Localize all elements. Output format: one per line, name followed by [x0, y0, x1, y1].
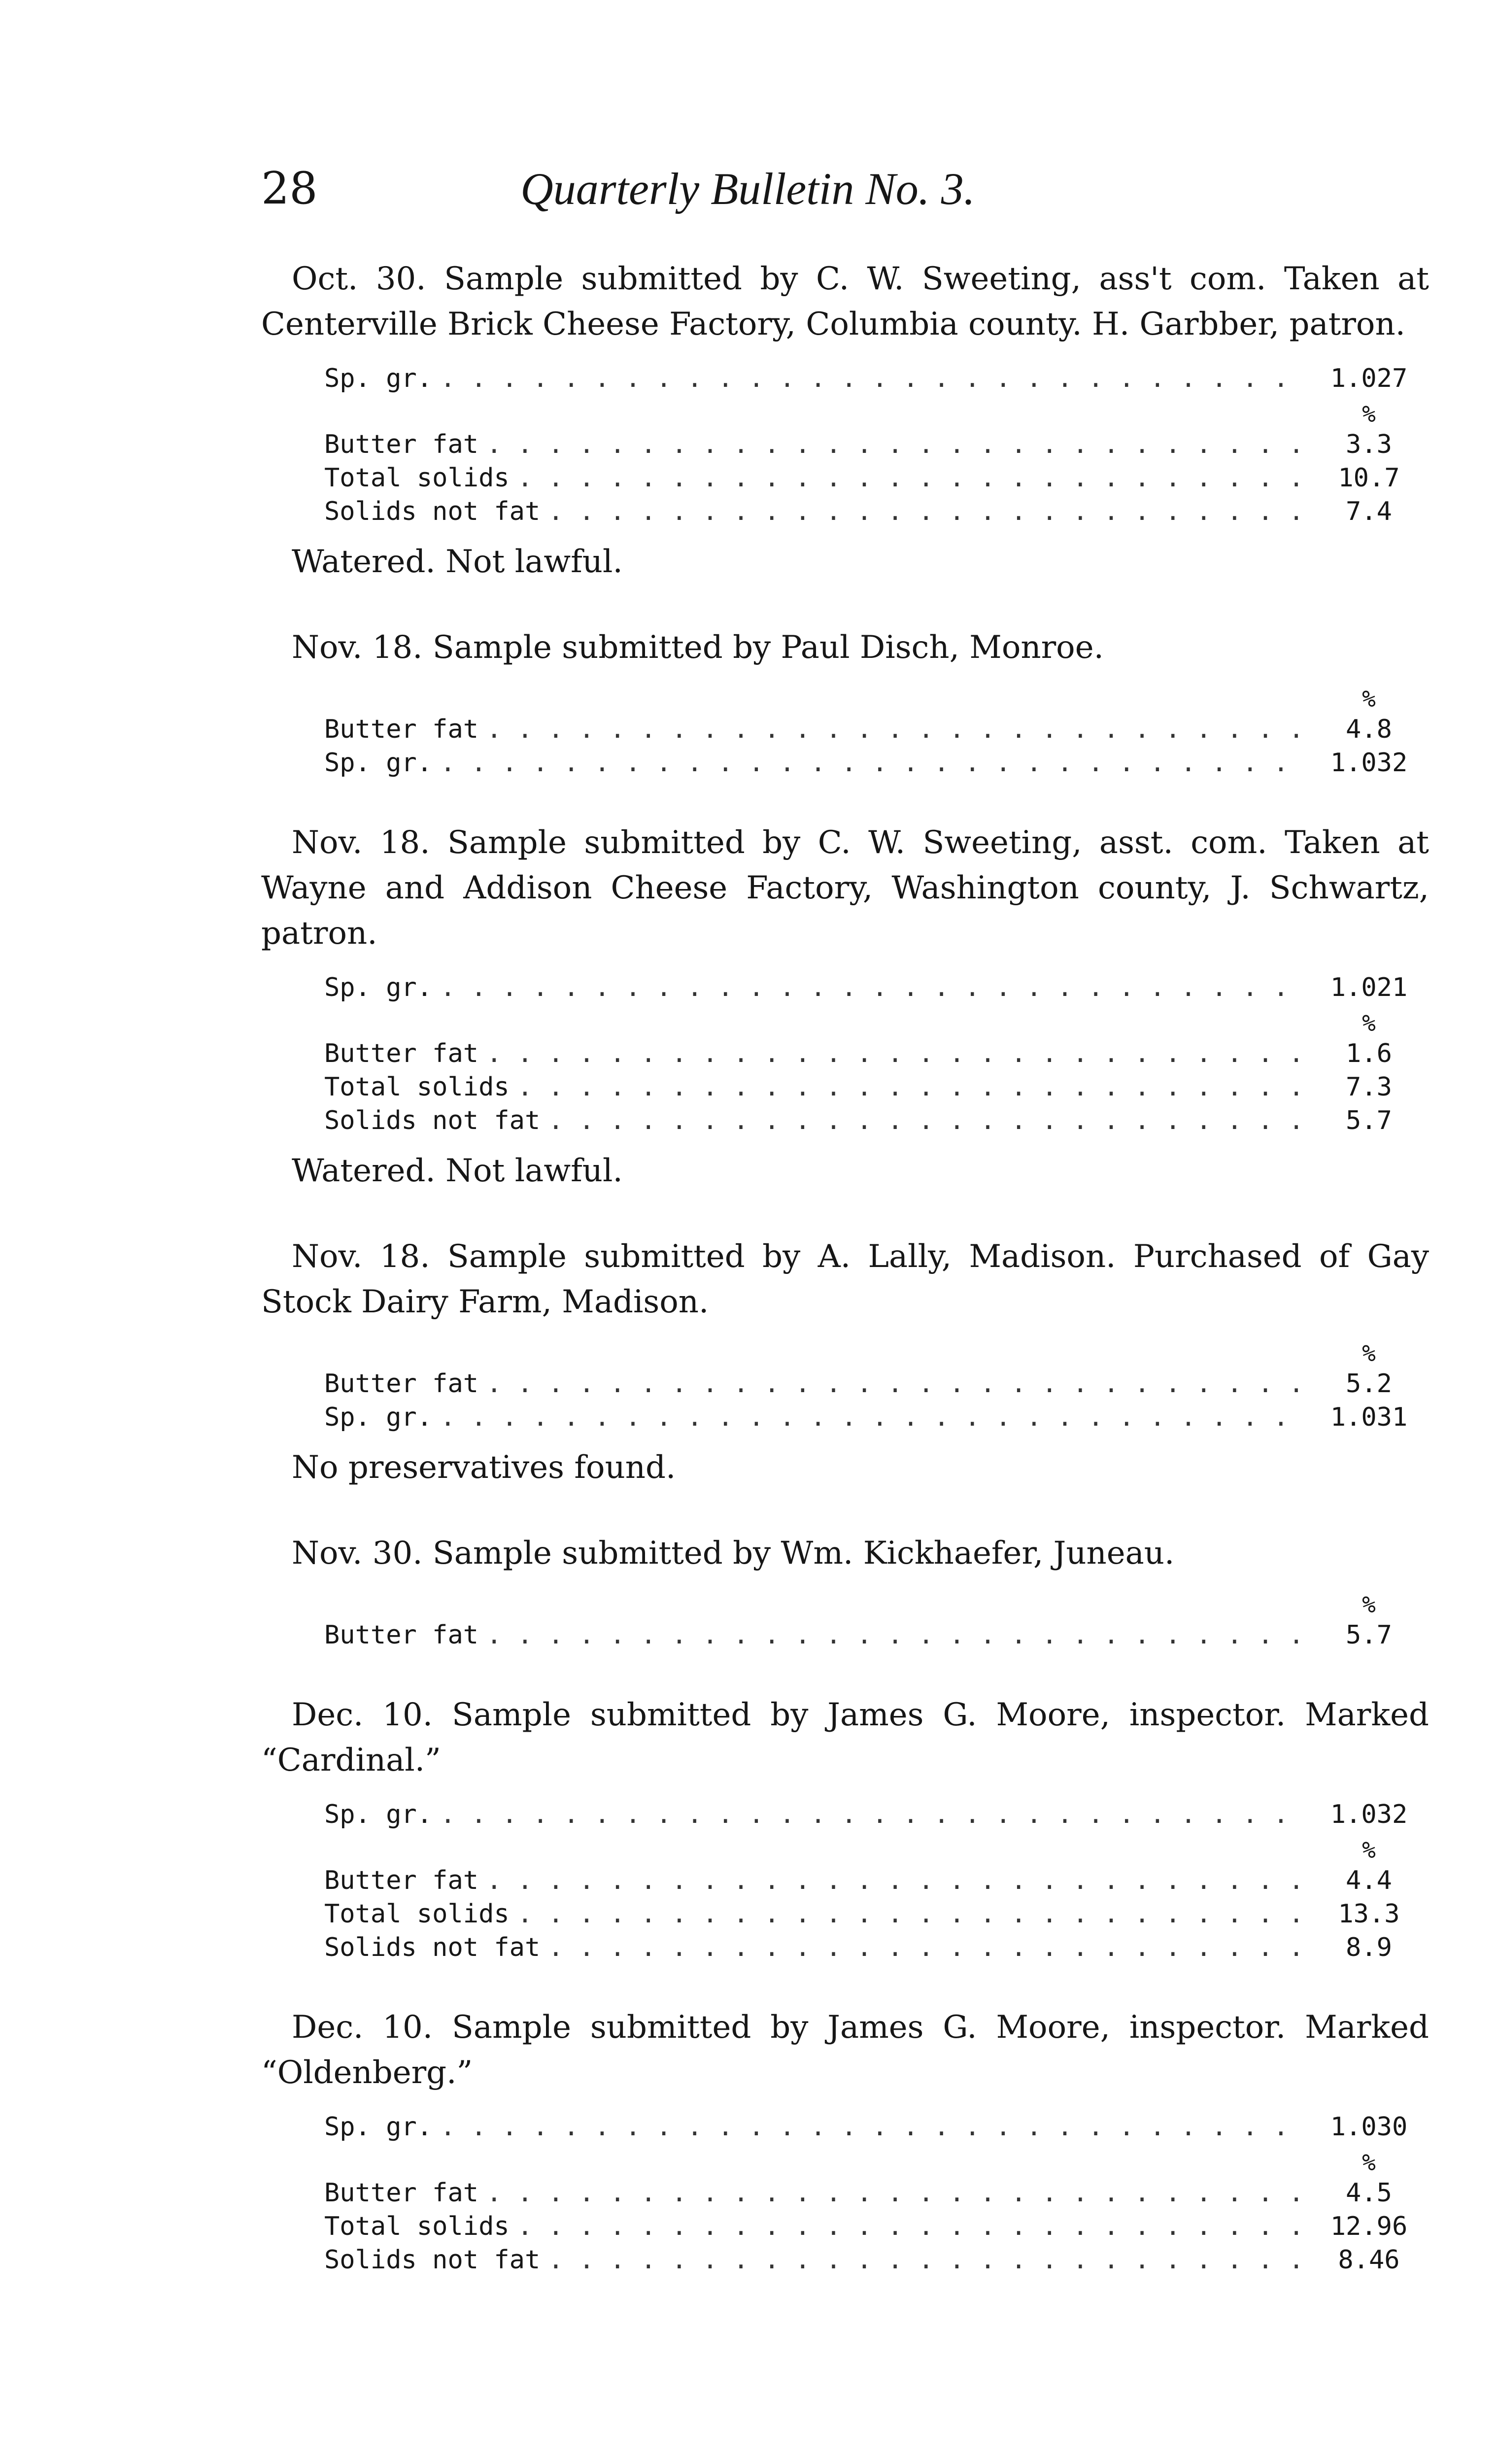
- row-value: 1.021: [1330, 973, 1408, 1002]
- row-label: Total solids: [324, 1899, 510, 1929]
- entry-note: No preservatives found.: [292, 1449, 676, 1486]
- dot-leader: [486, 1037, 1309, 1070]
- row-label: Sp. gr.: [324, 748, 433, 778]
- dot-leader: [517, 1070, 1309, 1104]
- entry-description: Nov. 18. Sample submitted by C. W. Sweeting, asst. com. Taken at Wayne and Addison Cheese Factory, Washington county, J. Schwartz, patron.: [261, 824, 1429, 952]
- table-row: [324, 1367, 1421, 1401]
- row-value: 12.96: [1330, 2212, 1408, 2241]
- sample-entry: [261, 2005, 1429, 2277]
- analysis-table: [324, 362, 1421, 528]
- table-row: [324, 1864, 1421, 1897]
- dot-leader: [486, 428, 1309, 461]
- row-value: 7.4: [1346, 497, 1392, 526]
- row-label: Butter fat: [324, 430, 479, 459]
- row-label: Butter fat: [324, 1039, 479, 1068]
- entry-description: Nov. 18. Sample submitted by Paul Disch, Monroe.: [292, 629, 1104, 666]
- entry-description: Dec. 10. Sample submitted by James G. Moore, inspector. Marked “Cardinal.”: [261, 1697, 1429, 1779]
- percent-unit: %: [1362, 1591, 1376, 1618]
- analysis-table: [324, 1339, 1421, 1434]
- row-label: Butter fat: [324, 715, 479, 744]
- row-value: 4.4: [1346, 1866, 1392, 1895]
- table-row: [324, 1897, 1421, 1931]
- row-value: 1.030: [1330, 2112, 1408, 2142]
- dot-leader: [486, 713, 1309, 746]
- row-value: 4.8: [1346, 715, 1392, 744]
- table-row: [324, 2176, 1421, 2210]
- entry-description: Dec. 10. Sample submitted by James G. Moore, inspector. Marked “Oldenberg.”: [261, 2009, 1429, 2091]
- dot-leader: [517, 1897, 1309, 1931]
- percent-unit: %: [1362, 1340, 1376, 1367]
- table-row: [324, 2210, 1421, 2243]
- dot-leader: [486, 1864, 1309, 1897]
- analysis-table: [324, 2110, 1421, 2277]
- row-label: Butter fat: [324, 1620, 479, 1650]
- row-value: 10.7: [1338, 463, 1400, 493]
- table-row: [324, 1037, 1421, 1070]
- dot-leader: [517, 2210, 1309, 2243]
- percent-unit: %: [1362, 2149, 1376, 2176]
- row-label: Total solids: [324, 463, 510, 493]
- row-value: 8.46: [1338, 2245, 1400, 2275]
- entries-list: [261, 256, 1429, 2317]
- row-label: Solids not fat: [324, 497, 541, 526]
- dot-leader: [548, 1931, 1309, 1964]
- entry-description: Nov. 30. Sample submitted by Wm. Kickhaefer, Juneau.: [292, 1535, 1175, 1572]
- dot-leader: [440, 1401, 1309, 1434]
- table-row: [324, 971, 1421, 1004]
- row-label: Butter fat: [324, 2178, 479, 2208]
- entry-note: Watered. Not lawful.: [292, 544, 623, 580]
- table-row: [324, 1931, 1421, 1964]
- table-row: [324, 2243, 1421, 2277]
- row-label: Sp. gr.: [324, 2112, 433, 2142]
- table-row: [324, 1070, 1421, 1104]
- table-row: [324, 2110, 1421, 2144]
- dot-leader: [440, 971, 1309, 1004]
- dot-leader: [486, 1618, 1309, 1652]
- sample-entry: [261, 1234, 1429, 1490]
- dot-leader: [440, 362, 1309, 395]
- percent-unit: %: [1362, 685, 1376, 712]
- dot-leader: [440, 1798, 1309, 1831]
- analysis-table: [324, 1591, 1421, 1652]
- row-label: Solids not fat: [324, 2245, 541, 2275]
- dot-leader: [440, 746, 1309, 780]
- sample-entry: [261, 256, 1429, 584]
- page-number: 28: [261, 163, 318, 214]
- dot-leader: [548, 1104, 1309, 1137]
- table-row: [324, 746, 1421, 780]
- row-label: Total solids: [324, 1072, 510, 1102]
- dot-leader: [486, 1367, 1309, 1401]
- row-value: 5.7: [1346, 1620, 1392, 1650]
- row-label: Sp. gr.: [324, 364, 433, 393]
- row-value: 1.6: [1346, 1039, 1392, 1068]
- table-row: [324, 713, 1421, 746]
- sample-entry: [261, 1692, 1429, 1964]
- analysis-table: [324, 685, 1421, 780]
- row-value: 8.9: [1346, 1933, 1392, 1962]
- percent-unit: %: [1362, 401, 1376, 427]
- dot-leader: [548, 2243, 1309, 2277]
- row-value: 1.032: [1330, 1800, 1408, 1829]
- row-value: 13.3: [1338, 1899, 1400, 1929]
- table-row: [324, 1798, 1421, 1831]
- dot-leader: [440, 2110, 1309, 2144]
- row-label: Solids not fat: [324, 1106, 541, 1135]
- row-label: Sp. gr.: [324, 1800, 433, 1829]
- percent-unit: %: [1362, 1010, 1376, 1036]
- row-label: Solids not fat: [324, 1933, 541, 1962]
- table-row: [324, 1104, 1421, 1137]
- analysis-table: [324, 971, 1421, 1137]
- entry-description: Nov. 18. Sample submitted by A. Lally, Madison. Purchased of Gay Stock Dairy Farm, Madison.: [261, 1238, 1429, 1320]
- dot-leader: [486, 2176, 1309, 2210]
- row-label: Butter fat: [324, 1866, 479, 1895]
- row-value: 4.5: [1346, 2178, 1392, 2208]
- entry-note: Watered. Not lawful.: [292, 1153, 623, 1189]
- row-label: Butter fat: [324, 1369, 479, 1399]
- row-value: 1.031: [1330, 1403, 1408, 1432]
- dot-leader: [548, 495, 1309, 528]
- table-row: [324, 362, 1421, 395]
- page-header: [261, 163, 1395, 241]
- row-label: Total solids: [324, 2212, 510, 2241]
- table-row: [324, 461, 1421, 495]
- row-label: Sp. gr.: [324, 1403, 433, 1432]
- row-value: 3.3: [1346, 430, 1392, 459]
- sample-entry: [261, 625, 1429, 780]
- dot-leader: [517, 461, 1309, 495]
- sample-entry: [261, 1531, 1429, 1652]
- row-value: 1.032: [1330, 748, 1408, 778]
- row-value: 5.7: [1346, 1106, 1392, 1135]
- row-label: Sp. gr.: [324, 973, 433, 1002]
- running-title: Quarterly Bulletin No. 3.: [520, 164, 975, 214]
- table-row: [324, 1618, 1421, 1652]
- percent-unit: %: [1362, 1837, 1376, 1863]
- row-value: 5.2: [1346, 1369, 1392, 1399]
- row-value: 7.3: [1346, 1072, 1392, 1102]
- sample-entry: [261, 820, 1429, 1194]
- table-row: [324, 1401, 1421, 1434]
- row-value: 1.027: [1330, 364, 1408, 393]
- table-row: [324, 428, 1421, 461]
- table-row: [324, 495, 1421, 528]
- entry-description: Oct. 30. Sample submitted by C. W. Sweeting, ass't com. Taken at Centerville Brick Cheese Factory, Columbia county. H. Garbber, patron.: [261, 261, 1429, 342]
- analysis-table: [324, 1798, 1421, 1964]
